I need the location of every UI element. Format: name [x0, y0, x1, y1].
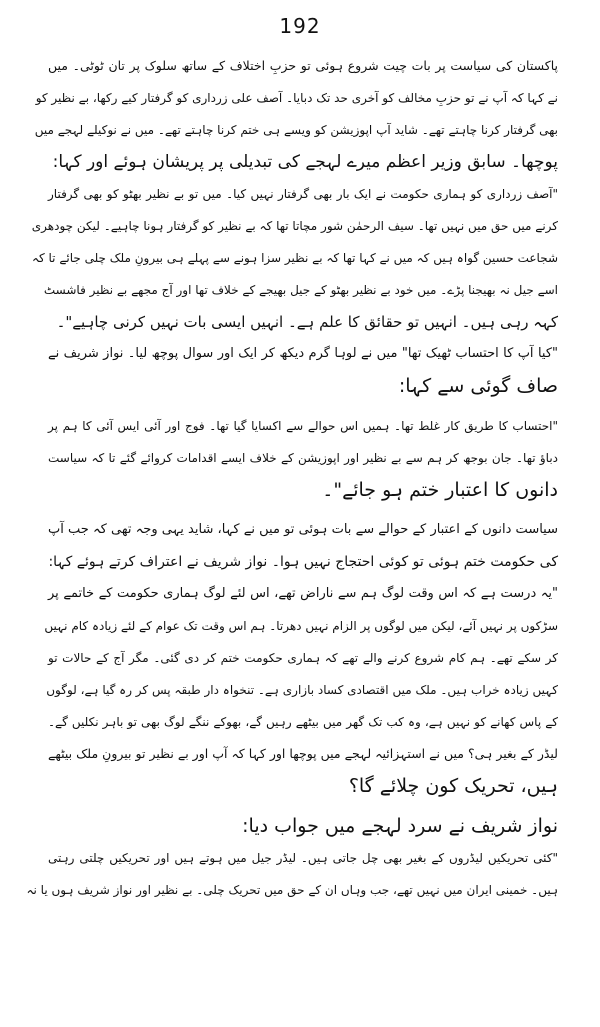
quote-paragraph	[44, 578, 558, 738]
text-line: لیڈر کے بغیر ہی؟ میں نے استہزائیہ لہجے میں پوچھا اور کہا کہ آپ اور بے نظیر تو بیرونِ ملک بیٹھے	[48, 746, 558, 761]
text-line: بھی گرفتار کرنا چاہتے تھے۔ شاید آپ اپوزیشن کو ویسے ہی ختم کرنا چاہتے تھے۔ میں نے نوکیلے لہجے میں	[34, 123, 558, 137]
text-line: کے پاس کھانے کو نہیں ہے، وہ کب تک گھر میں بیٹھے رہیں گے، بھوکے ننگے لوگ بھی تو باہر نکلیں گے۔	[48, 715, 558, 729]
page-number: 192	[279, 14, 321, 38]
text-line: "کئی تحریکیں لیڈروں کے بغیر بھی چل جاتی ہیں۔ لیڈر جیل میں ہوتے ہیں اور تحریکیں چلتی رہتی	[48, 851, 558, 865]
text-line: "یہ درست ہے کہ اس وقت لوگ ہم سے ناراض تھے، اس لئے لوگ ہماری حکومت کے خاتمے پر	[48, 586, 558, 601]
text-line: ہیں۔ خمینی ایران میں نہیں تھے، جب وہاں ان کے حق میں تحریک چلی۔ بے نظیر اور نواز شریف ہوں یا نہ	[26, 883, 558, 897]
text-line: "احتساب کا طریق کار غلط تھا۔ ہمیں اس حوالے سے اکسایا گیا تھا۔ فوج اور آئی ایس آئی کا ہم پر	[48, 419, 558, 433]
text-line: دباؤ تھا۔ جان بوجھ کر ہم سے بے نظیر اور اپوزیشن کے خلاف ایسے اقدامات کروائے گئے تا کہ سیاست	[48, 451, 558, 465]
text-line: شجاعت حسین گواہ ہیں کہ میں نے کہا تھا کہ بے نظیر سزا ہونے سے پہلے ہی بیرونِ ملک چلی جائے تا کہ	[31, 251, 558, 265]
text-line: ہیں، تحریک کون چلائے گا؟	[348, 775, 558, 797]
quote-paragraph	[31, 178, 558, 338]
text-line: سڑکوں پر نہیں آئے، لیکن میں لوگوں پر الزام نہیں دھرتا۔ ہم اس وقت تک عوام کے لئے زیادہ کام نہیں	[44, 619, 558, 633]
text-line: پوچھا۔ سابق وزیر اعظم میرے لہجے کی تبدیلی پر پریشان ہوئے اور کہا:	[52, 152, 558, 172]
text-line: اسے جیل نہ بھیجنا پڑے۔ میں خود بے نظیر بھٹو کے جیل بھیجے کے خلاف تھا اور آج مجھے بے نظیر فاشسٹ	[43, 283, 558, 297]
text-line: کر سکے تھے۔ ہم کام شروع کرنے والے تھے کہ ہماری حکومت ختم کر دی گئی۔ مگر آج کے حالات تو	[48, 651, 558, 665]
quote-paragraph	[48, 410, 558, 506]
text-line: کرنے میں حق میں نہیں تھا۔ سیف الرحمٰن شور مچاتا تھا کہ بے نظیر کو گرفتار ہونا چاہیے۔ لیکن چودھری	[31, 219, 558, 233]
text-line: کہیں زیادہ خراب ہیں۔ ملک میں اقتصادی کساد بازاری ہے۔ تنخواہ دار طبقہ پس کر رہ گیا ہے، لوگوں	[46, 683, 558, 697]
text-line: نے کہا کہ آپ نے تو حزبِ مخالف کو آخری حد تک دبایا۔ آصف علی زرداری کو گرفتار کیے رکھا، بے نظیر کو	[35, 91, 558, 105]
text-line: "کیا آپ کا احتساب ٹھیک تھا" میں نے لوہا گرم دیکھ کر ایک اور سوال پوچھ لیا۔ نواز شریف نے	[48, 346, 558, 361]
paragraph	[48, 338, 558, 402]
text-line: پاکستان کی سیاست پر بات چیت شروع ہوئی تو حزبِ اختلاف کے ساتھ سلوک پر تان ٹوٹی۔ میں	[48, 58, 558, 73]
paragraph	[34, 50, 558, 178]
quote-paragraph	[26, 842, 558, 906]
text-line: کی حکومت ختم ہوئی تو کوئی احتجاج نہیں ہوا۔ نواز شریف نے اعتراف کرتے ہوئے کہا:	[48, 554, 558, 570]
text-line: دانوں کا اعتبار ختم ہو جائے"۔	[322, 479, 558, 501]
text-line: صاف گوئی سے کہا:	[398, 375, 558, 397]
text-line: نواز شریف نے سرد لہجے میں جواب دیا:	[242, 815, 558, 837]
text-line: "آصف زرداری کو ہماری حکومت نے ایک بار بھی گرفتار نہیں کیا۔ میں تو بے نظیر بھٹو کو بھی گرفتار	[48, 187, 558, 201]
paragraph	[48, 738, 558, 802]
paragraph	[48, 810, 558, 842]
text-line: کہہ رہی ہیں۔ انہیں تو حقائق کا علم ہے۔ انہیں ایسی بات نہیں کرنی چاہیے"۔	[56, 313, 558, 331]
text-line: سیاست دانوں کے اعتبار کے حوالے سے بات ہوئی تو میں نے کہا، شاید یہی وجہ تھی کہ جب آپ	[48, 522, 558, 537]
paragraph	[48, 514, 558, 578]
page-body	[26, 50, 558, 906]
